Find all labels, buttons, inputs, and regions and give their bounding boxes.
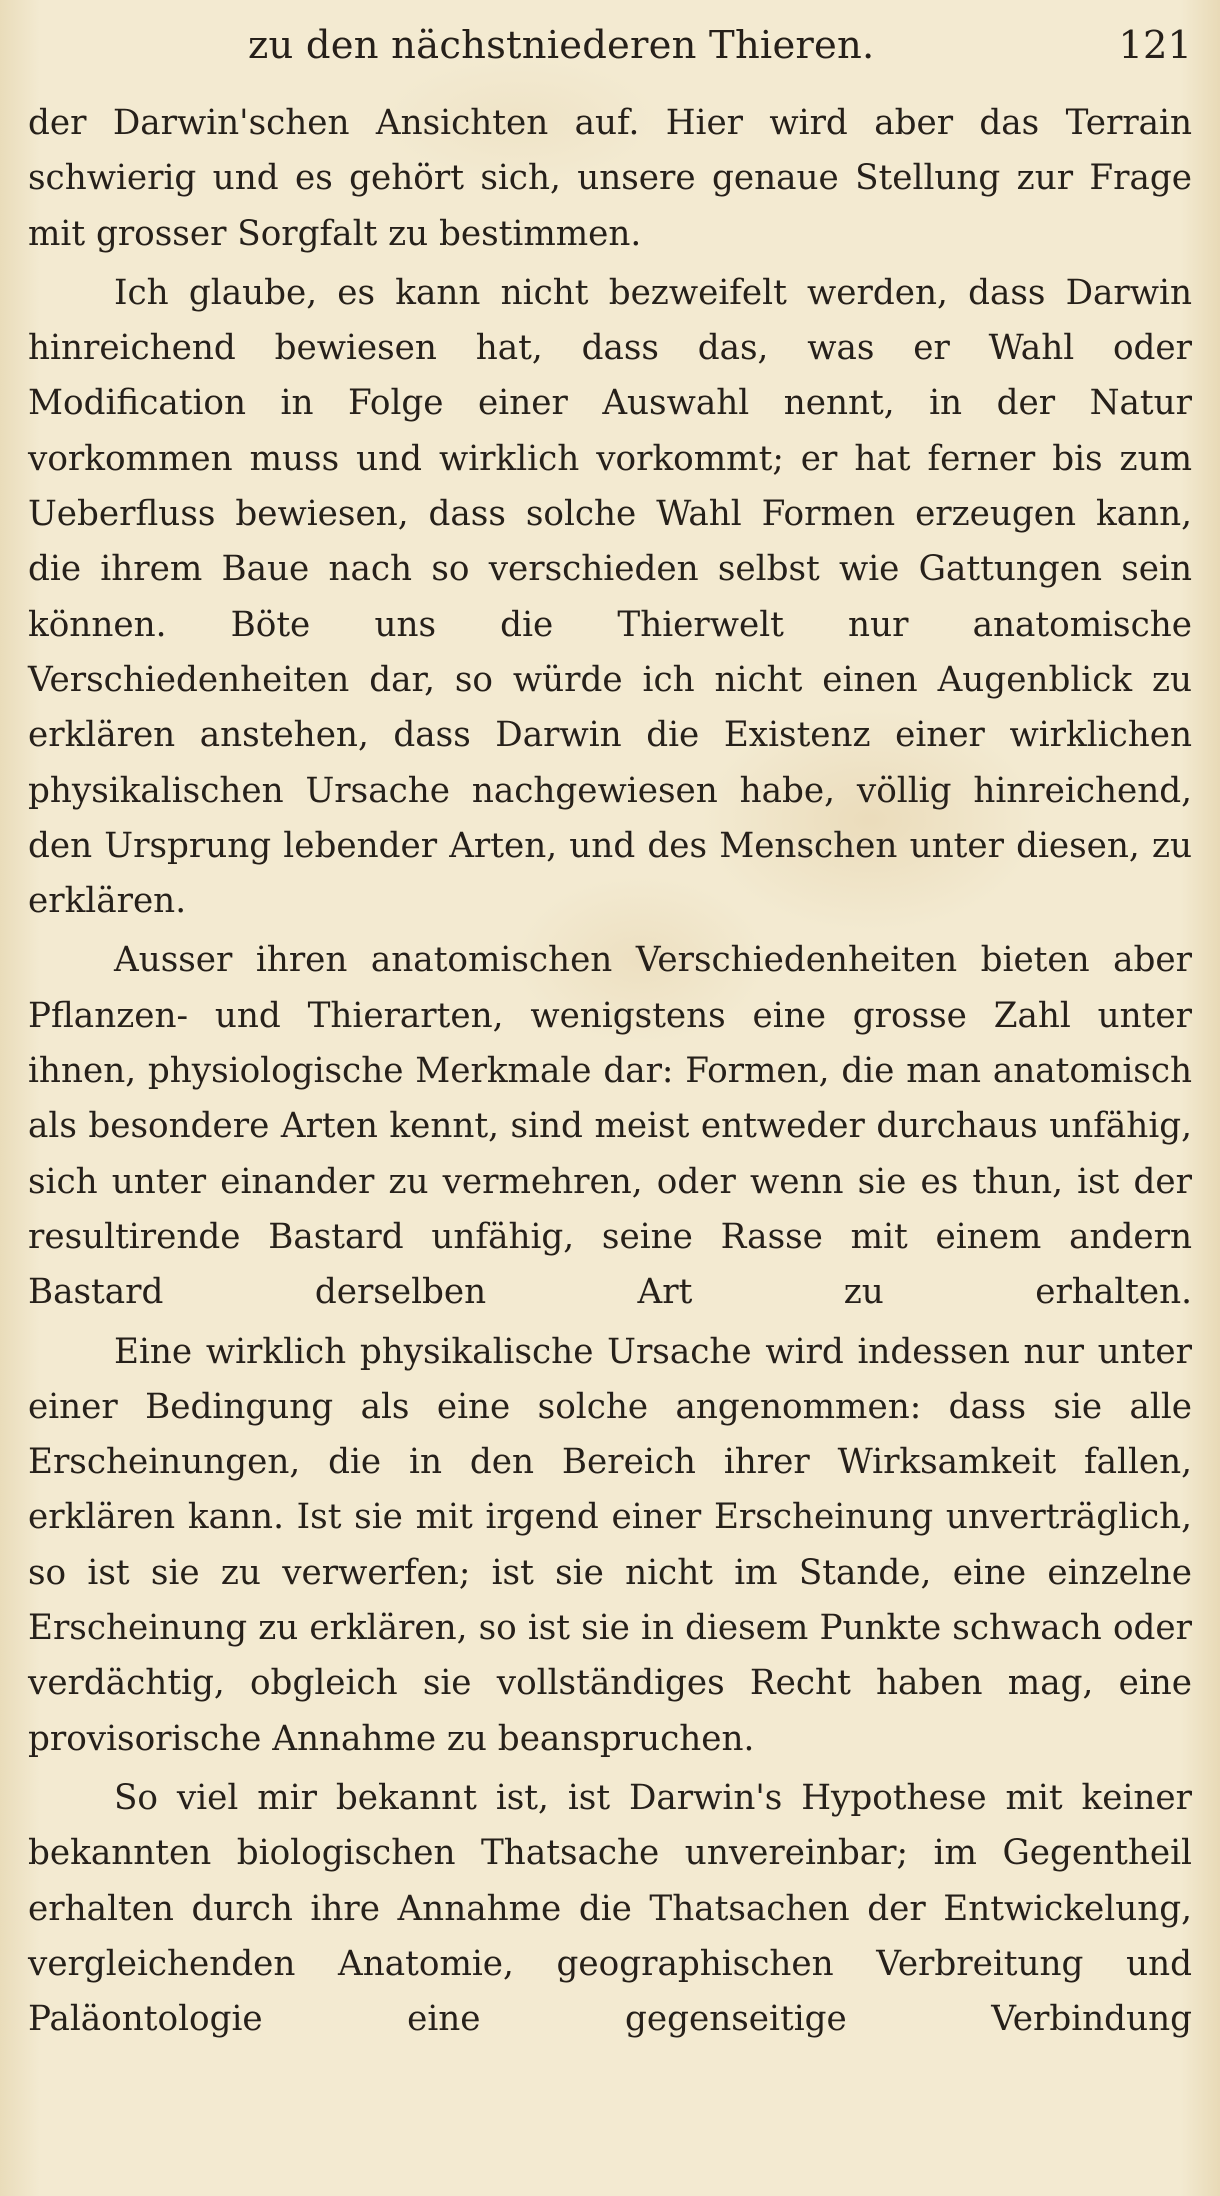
body-text [28,96,1192,2047]
paragraph: Ausser ihren anatomischen Verschiedenheiten bieten aber Pflanzen- und Thierarten, wenigstens eine grosse Zahl unter ihnen, physiologische Merkmale dar: Formen, die man anatomisch als besondere Arten kennt, sind meist entweder durchaus unfähig, sich unter einander zu vermehren, oder wenn sie es thun, ist der resultirende Bastard unfähig, seine Rasse mit einem andern Bastard derselben Art zu erhalten. [28,940,1192,1313]
page-number: 121 [1118,23,1192,68]
paragraph: Ich glaube, es kann nicht bezweifelt werden, dass Darwin hinreichend bewiesen hat, dass das, was er Wahl oder Modification in Folge einer Auswahl nennt, in der Natur vorkommen muss und wirklich vorkommt; er hat ferner bis zum Ueberfluss bewiesen, dass solche Wahl Formen erzeugen kann, die ihrem Baue nach so verschieden selbst wie Gattungen sein können. Böte uns die Thierwelt nur anatomische Verschiedenheiten dar, so würde ich nicht einen Augenblick zu erklären anstehen, dass Darwin die Existenz einer wirklichen physikalischen Ursache nachgewiesen habe, völlig hinreichend, den Ursprung lebender Arten, und des Menschen unter diesen, zu erklären. [28,272,1192,922]
paragraph-continued: der Darwin'schen Ansichten auf. Hier wird aber das Terrain schwierig und es gehört sich, unsere genaue Stellung zur Frage mit grosser Sorgfalt zu bestimmen. [28,103,1192,254]
running-head-title: zu den nächstniederen Thieren. [248,23,875,68]
page-header [248,18,1192,74]
paragraph: Eine wirklich physikalische Ursache wird indessen nur unter einer Bedingung als eine solche angenommen: dass sie alle Erscheinungen, die in den Bereich ihrer Wirksamkeit fallen, erklären kann. Ist sie mit irgend einer Erscheinung unverträglich, so ist sie zu verwerfen; ist sie nicht im Stande, eine einzelne Erscheinung zu erklären, so ist sie in diesem Punkte schwach oder verdächtig, obgleich sie vollständiges Recht haben mag, eine provisorische Annahme zu beanspruchen. [28,1331,1192,1759]
paragraph: So viel mir bekannt ist, ist Darwin's Hypothese mit keiner bekannten biologischen Thatsache unvereinbar; im Gegentheil erhalten durch ihre Annahme die Thatsachen der Entwickelung, vergleichenden Anatomie, geographischen Verbreitung und Paläontologie eine gegenseitige Verbindung [28,1777,1192,2040]
